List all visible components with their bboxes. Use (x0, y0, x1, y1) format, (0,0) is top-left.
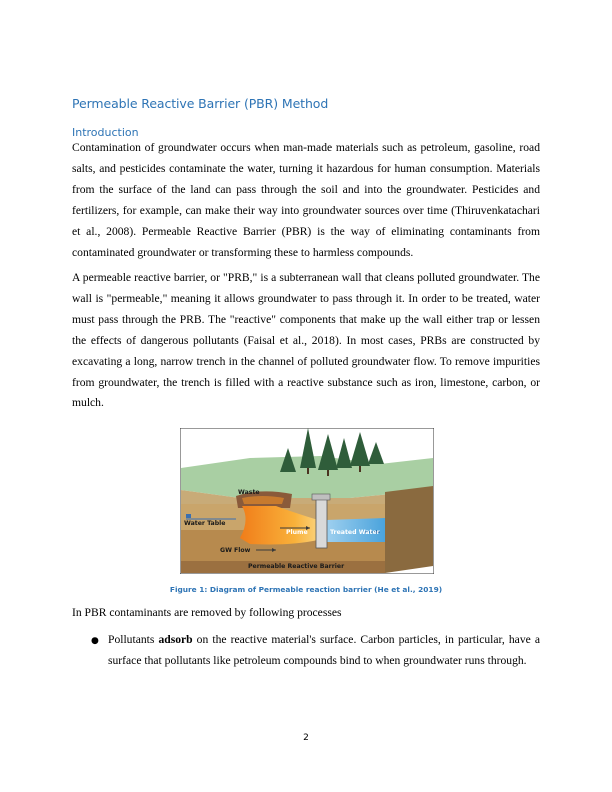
page-number: 2 (303, 733, 309, 743)
bullet-bold-term: adsorb (158, 633, 193, 646)
prb-diagram-illustration (180, 428, 434, 574)
bullet-text-start: Pollutants (108, 633, 159, 646)
label-treated-water: Treated Water (330, 529, 380, 536)
label-waste: Waste (238, 489, 260, 496)
label-gw-flow: GW Flow (220, 547, 251, 554)
paragraph-intro: Contamination of groundwater occurs when man-made materials such as petroleum, gasoline, road salts, and pesticides contaminate the water, turning it hazardous for human consumption. Materials from the surface of the land can pass through the soil and into the groundwater. Pesticides and fertilizers, for example, can make their way into groundwater sources over time (Thiruvenkatachari et al., 2008). Permeable Reactive Barrier (PBR) is the way of eliminating contaminants from contaminated groundwater or transforming these to harmless compounds. (72, 141, 540, 259)
process-intro: In PBR contaminants are removed by following processes (72, 606, 342, 619)
label-water-table: Water Table (184, 520, 226, 527)
page-title: Permeable Reactive Barrier (PBR) Method (72, 96, 329, 111)
bullet-text-rest: on the reactive material's surface. Carbon particles, in particular, have a surface that pollutants like petroleum compounds bind to when groundwater runs through. (108, 633, 540, 667)
prb-diagram (180, 428, 434, 574)
figure-caption: Figure 1: Diagram of Permeable reaction barrier (He et al., 2019) (169, 585, 443, 594)
paragraph-prb: A permeable reactive barrier, or "PRB," is a subterranean wall that cleans polluted groundwater. The wall is "permeable," meaning it allows groundwater to pass through it. In order to be treated, water must pass through the PRB. The "reactive" components that make up the wall either trap or lessen the effects of dangerous pollutants (Faisal et al., 2018). In most cases, PRBs are constructed by excavating a long, narrow trench in the channel of polluted groundwater flow. To remove impurities from groundwater, the trench is filled with a reactive substance such as iron, limestone, carbon, or mulch. (72, 271, 540, 410)
list-item (108, 630, 540, 672)
label-plume: Plume (286, 529, 308, 536)
bullet-marker-icon: ● (91, 636, 99, 646)
label-prb: Permeable Reactive Barrier (248, 563, 345, 570)
section-heading: Introduction (72, 126, 139, 139)
